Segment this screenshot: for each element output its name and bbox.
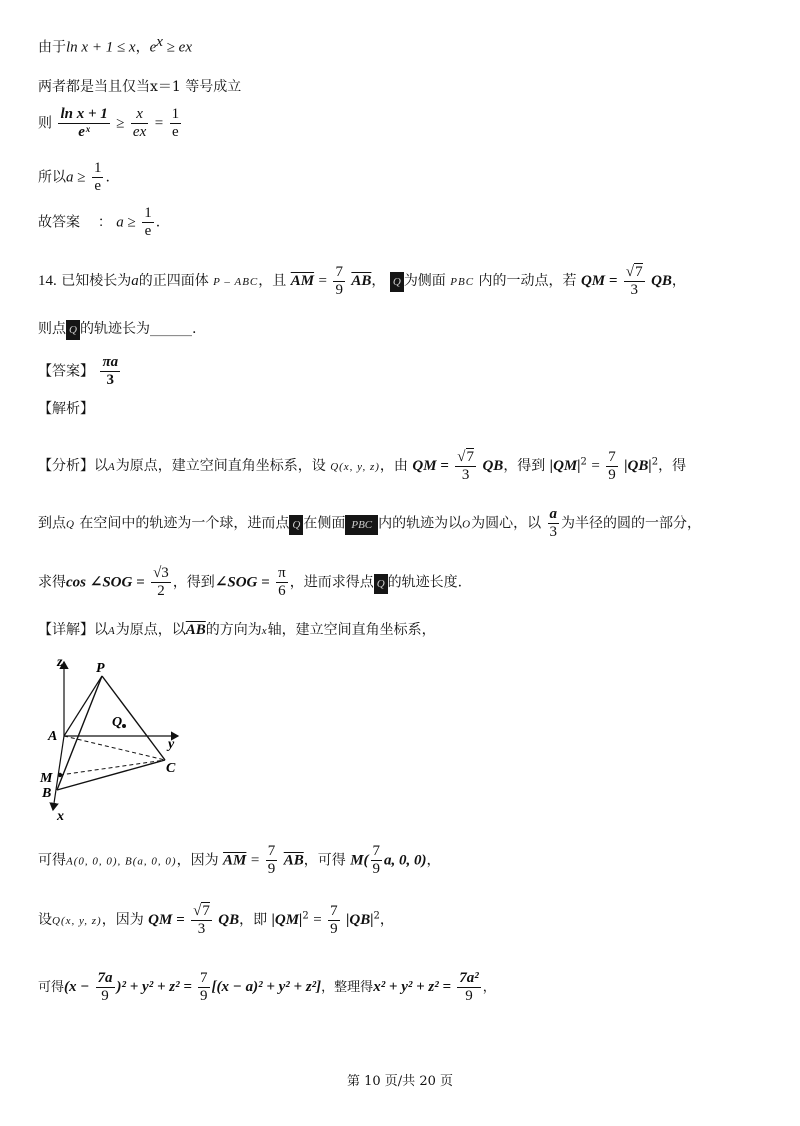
segment-mc	[60, 760, 165, 775]
math: |QB|	[624, 458, 652, 474]
label: 【分析】	[38, 458, 94, 474]
math: A(0, 0, 0), B(a, 0, 0)	[66, 855, 177, 868]
text: ，	[135, 39, 150, 56]
denominator: e	[144, 223, 152, 239]
text: 所以	[38, 169, 66, 186]
operator: =	[591, 458, 600, 474]
text: ，因为	[176, 852, 219, 869]
numerator: 7a	[97, 970, 113, 986]
fraction	[457, 970, 481, 1005]
numerator: πa	[102, 354, 119, 370]
numerator: √3	[153, 565, 169, 581]
denominator: 9	[335, 281, 343, 298]
numerator: 7	[200, 970, 208, 986]
text: .	[155, 214, 161, 231]
numerator: 1	[144, 205, 152, 221]
denominator: 3	[549, 524, 558, 540]
page-footer: 第 10 页/共 20 页	[347, 1074, 453, 1089]
denominator: 3	[197, 921, 206, 937]
denominator: 9	[267, 861, 276, 877]
question-number: 14.	[38, 273, 57, 289]
line-2: 两者都是当且仅当x＝1 等号成立	[38, 79, 242, 95]
text: .	[105, 169, 110, 186]
fraction	[606, 449, 618, 484]
text: 的轨迹长度.	[387, 574, 463, 591]
text: ，可得	[303, 852, 346, 869]
denominator: e	[94, 178, 102, 194]
denominator: 2	[157, 583, 165, 599]
label-z: z	[57, 655, 63, 670]
denominator: 9	[608, 466, 616, 483]
denominator: 9	[465, 988, 473, 1004]
text: ，	[482, 980, 496, 995]
text: .	[191, 321, 197, 337]
math: QB	[218, 912, 240, 928]
text: 已知棱长为	[61, 273, 132, 289]
operator: ≥	[116, 115, 125, 132]
math: QB	[651, 273, 672, 289]
math: |QM|	[271, 912, 303, 928]
math: x² + y² + z² =	[373, 979, 452, 995]
answer-fraction	[100, 354, 120, 389]
fraction	[58, 106, 109, 141]
text: 则点	[38, 321, 66, 337]
denominator: 3	[106, 372, 115, 388]
text: 在空间中的轨迹为一个球，进而点	[79, 515, 290, 532]
edge-ap	[64, 676, 102, 736]
math: Q(x, y, z)	[330, 461, 380, 473]
denominator: 6	[278, 583, 286, 599]
label: 【详解】	[38, 622, 94, 638]
text: 求得	[38, 574, 66, 591]
text: 设	[38, 912, 52, 928]
math: QB	[482, 458, 504, 474]
math: QM =	[412, 458, 449, 474]
text: 的正四面体	[138, 273, 209, 289]
fraction	[151, 565, 171, 600]
math: a ≥	[66, 169, 86, 186]
denominator: eˣ	[78, 124, 90, 140]
numerator: 1	[171, 106, 180, 122]
text: ，由	[379, 458, 408, 474]
denominator: 3	[630, 282, 638, 298]
math: e	[149, 39, 157, 56]
label-q: Q	[112, 715, 123, 730]
numerator: 7	[372, 843, 381, 859]
label-x: x	[57, 809, 64, 824]
vector-ab: $\overline{AB}$	[351, 273, 372, 289]
denominator: 3	[461, 467, 470, 483]
text: ，	[426, 852, 441, 869]
text: 由于	[38, 39, 66, 56]
numerator: π	[278, 565, 286, 581]
highlight-q: Q	[390, 272, 404, 292]
text: 内的一动点，若	[478, 273, 577, 289]
answer-label: 【答案】	[38, 363, 94, 380]
numerator: 1	[93, 160, 102, 176]
fenxi-line-2	[38, 506, 701, 541]
fraction	[142, 205, 154, 240]
fraction	[548, 506, 560, 541]
denominator: 9	[101, 988, 109, 1004]
text: ，即	[239, 912, 268, 928]
denominator: ex	[132, 124, 147, 140]
radicand: 7	[202, 903, 210, 919]
text: 为圆心，以	[471, 515, 542, 532]
numerator: 7	[267, 843, 276, 859]
text: 在侧面	[303, 515, 346, 532]
operator: =	[250, 852, 260, 869]
math: |QM|	[549, 458, 581, 474]
fraction	[371, 843, 383, 878]
point-q	[122, 724, 126, 728]
text: ，得	[658, 458, 687, 474]
fraction	[96, 970, 115, 1005]
denominator: 9	[372, 861, 381, 877]
text: ，得到	[172, 574, 215, 591]
label-b: B	[42, 786, 52, 801]
text: ，整理得	[321, 980, 374, 995]
numerator: 7	[608, 448, 616, 465]
math: a	[131, 273, 139, 289]
math: PBC	[450, 276, 475, 288]
operator: =	[318, 273, 327, 289]
text: ，	[671, 273, 686, 289]
label-y: y	[168, 737, 175, 752]
text: 内的轨迹为以	[378, 515, 463, 532]
derive-line-3	[38, 970, 496, 1005]
edge-bc	[57, 760, 165, 790]
highlight-pbc: PBC	[345, 515, 378, 535]
answer-blank: ______	[149, 321, 192, 337]
fraction	[276, 565, 288, 600]
question-14-line-2	[38, 319, 196, 340]
radicand: 7	[466, 449, 475, 465]
line-1	[38, 32, 192, 58]
vector-ab: $\overline{AB}$	[283, 852, 304, 869]
fenxi-line-3	[38, 565, 462, 600]
label-p: P	[96, 661, 105, 676]
text: 以	[94, 458, 108, 474]
label-m: M	[40, 771, 53, 786]
math-exponent: x	[156, 34, 163, 50]
fraction	[328, 903, 340, 938]
math: P – ABC	[213, 276, 259, 288]
radicand: 7	[635, 264, 643, 280]
math: |QB|	[346, 912, 374, 928]
highlight-q: Q	[374, 574, 388, 594]
fraction	[170, 106, 182, 141]
line-3	[38, 106, 183, 141]
text: 故答案	[38, 214, 80, 231]
fraction	[198, 970, 210, 1005]
math: x	[261, 625, 268, 637]
fraction	[92, 160, 104, 195]
tetrahedron-figure	[30, 650, 190, 825]
text: 则	[38, 115, 52, 132]
highlight-q: Q	[66, 320, 80, 340]
math: [(x − a)² + y² + z²]	[211, 979, 322, 995]
vector-am: $\overline{AM}$	[223, 852, 247, 869]
answer-line	[38, 354, 122, 389]
text: 到点	[38, 515, 66, 532]
math: cos ∠SOG =	[66, 574, 145, 591]
fenxi-line-1: 【分析】以A为原点，建立空间直角坐标系，设 Q(x, y, z)，由 QM = $\frac{√7}{3}$ QB，得到 $|QM|^2$ = $\frac{7}{9}$ $|QB|^2$，得	[38, 448, 687, 483]
text: 为半径的圆的一部分，	[561, 515, 702, 532]
vector-ab: $\overline{AB}$	[185, 622, 206, 638]
highlight-q: Q	[289, 515, 303, 535]
denominator: e	[172, 124, 179, 140]
text: 可得	[38, 852, 66, 869]
line-4	[38, 160, 110, 195]
numerator: 7	[330, 902, 338, 919]
derive-line-1	[38, 843, 441, 878]
text: 可得	[38, 980, 65, 995]
text: 的方向为	[205, 622, 262, 638]
text: ，进而求得点	[289, 574, 374, 591]
text: 为原点，建立空间直角坐标系，设	[115, 458, 326, 474]
question-14	[38, 263, 686, 299]
derive-line-2: 设Q(x, y, z)，因为 QM = $\frac{√7}{3}$ QB，即 $|QM|^2$ = $\frac{7}{9}$ $|QB|^2$，	[38, 902, 394, 937]
math: A	[108, 461, 116, 473]
math: ∠SOG =	[214, 574, 270, 591]
text: 轴，建立空间直角坐标系，	[267, 622, 436, 638]
math: )² + y² + z² =	[116, 979, 192, 995]
math: Q	[66, 518, 75, 531]
vector-am: $\overline{AM}$	[290, 273, 315, 289]
math: O	[462, 518, 472, 531]
math: ≥ ex	[162, 39, 192, 56]
text: 的轨迹长为	[79, 321, 150, 337]
math: a, 0, 0)	[384, 852, 427, 869]
operator: =	[313, 912, 322, 928]
math: A	[108, 625, 116, 637]
text: ，	[371, 273, 386, 289]
operator: =	[154, 115, 164, 132]
label-c: C	[166, 761, 176, 776]
denominator: 9	[330, 920, 338, 937]
label-a: A	[48, 729, 58, 744]
fraction: $\frac{√7}{3}$	[625, 264, 643, 298]
analysis-label: 【解析】	[38, 401, 94, 417]
text: ，得到	[503, 458, 546, 474]
fraction: $\frac{√7}{3}$	[457, 449, 475, 483]
fraction	[333, 264, 345, 299]
math-inequality: ln x + 1 ≤ x	[66, 39, 136, 56]
point-m	[58, 773, 62, 777]
text: ，且	[258, 273, 287, 289]
x-axis	[53, 736, 64, 810]
xiangjie-line	[38, 620, 436, 641]
fraction: $\frac{√7}{3}$	[193, 903, 210, 937]
text: ，	[379, 912, 394, 928]
text: 为原点，以	[115, 622, 186, 638]
fraction	[266, 843, 278, 878]
numerator: 7a²	[459, 970, 479, 986]
numerator: a	[549, 506, 558, 522]
text: 为侧面	[403, 273, 446, 289]
text: 以	[94, 622, 108, 638]
line-5	[38, 205, 160, 240]
math: (x −	[64, 979, 90, 995]
math: QM =	[580, 273, 618, 289]
text: ：	[97, 214, 112, 231]
math: QM =	[148, 912, 185, 928]
numerator: ln x + 1	[60, 106, 108, 122]
numerator: 7	[335, 263, 343, 280]
fraction	[131, 106, 148, 141]
numerator: x	[131, 106, 148, 124]
math: M(	[350, 852, 369, 869]
text: ，因为	[101, 912, 144, 928]
math: Q(x, y, z)	[52, 915, 102, 927]
denominator: 9	[200, 988, 208, 1004]
math: a ≥	[116, 214, 136, 231]
